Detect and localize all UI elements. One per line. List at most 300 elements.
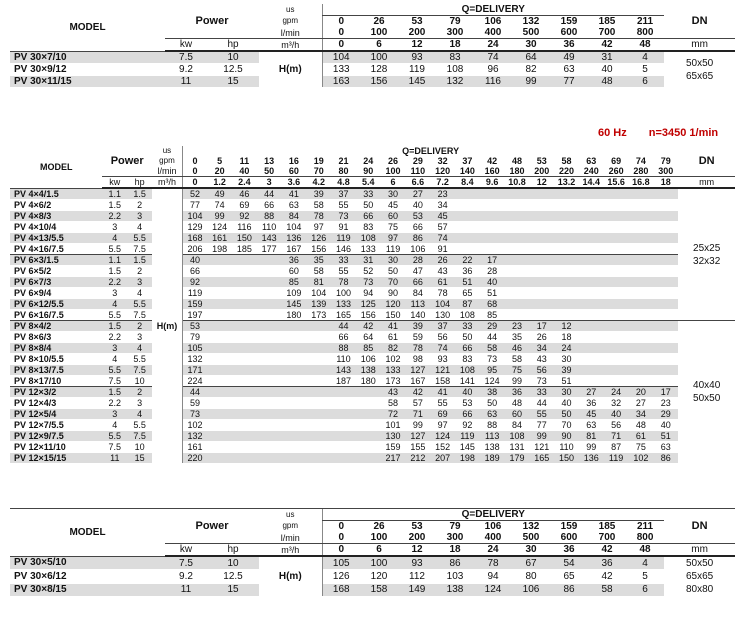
head-value: 26 <box>529 332 554 343</box>
head-value: 78 <box>430 288 455 299</box>
us-label: us <box>259 509 322 521</box>
head-value <box>455 233 480 244</box>
head-value <box>554 255 579 266</box>
dn-value: 40x40 <box>693 380 721 391</box>
gpm-value: 0 <box>322 521 360 533</box>
lmin-value: 260 <box>604 166 629 177</box>
m3h-value: 42 <box>588 544 626 557</box>
head-value: 6 <box>626 76 664 88</box>
head-value <box>505 310 530 321</box>
head-value: 26 <box>430 255 455 266</box>
gpm-value: 53 <box>536 156 547 166</box>
head-value: 87 <box>604 442 629 453</box>
head-value <box>306 453 331 464</box>
head-value <box>331 420 356 431</box>
mm-label: mm <box>664 39 735 52</box>
head-value <box>282 420 307 431</box>
kw-cell: 1.5 <box>102 321 127 332</box>
head-value: 47 <box>405 266 430 277</box>
head-value: 48 <box>588 76 626 88</box>
head-value: 198 <box>455 453 480 464</box>
head-value <box>579 233 604 244</box>
head-value <box>232 354 257 365</box>
head-value <box>257 354 282 365</box>
head-value <box>306 420 331 431</box>
head-value: 40 <box>588 64 626 76</box>
hp-cell: 4 <box>127 288 152 299</box>
head-value: 27 <box>579 387 604 398</box>
m3h-value: 6.6 <box>405 177 430 189</box>
head-value: 130 <box>430 310 455 321</box>
head-value: 108 <box>455 310 480 321</box>
head-value <box>554 310 579 321</box>
model-cell: PV 12×4/3 <box>10 398 102 409</box>
gpm-label: gpm <box>282 521 299 531</box>
hp-cell: 4 <box>127 343 152 354</box>
head-value: 39 <box>405 321 430 332</box>
hp-cell: 5.5 <box>127 420 152 431</box>
head-value: 40 <box>653 420 678 431</box>
head-value: 86 <box>550 583 588 596</box>
gpm-value: 53 <box>411 521 423 532</box>
head-value <box>604 299 629 310</box>
kw-cell: 1.1 <box>102 255 127 266</box>
model-cell: PV 4×13/5.5 <box>10 233 102 244</box>
head-value: 127 <box>405 365 430 376</box>
head-value: 31 <box>356 255 381 266</box>
m3h-value: 1.2 <box>207 177 232 189</box>
head-value: 171 <box>182 365 207 376</box>
head-value: 133 <box>356 244 381 255</box>
head-value <box>579 343 604 354</box>
head-value <box>628 277 653 288</box>
head-value: 149 <box>398 583 436 596</box>
head-value <box>604 354 629 365</box>
head-value: 128 <box>360 64 398 76</box>
model-cell: PV 8×17/10 <box>10 376 102 387</box>
model-header: MODEL <box>10 509 165 557</box>
head-value: 77 <box>529 420 554 431</box>
head-value <box>207 343 232 354</box>
head-value: 33 <box>331 255 356 266</box>
head-value: 110 <box>554 442 579 453</box>
head-value <box>306 321 331 332</box>
head-value: 125 <box>356 299 381 310</box>
head-value: 33 <box>356 188 381 200</box>
head-value: 105 <box>322 556 360 570</box>
head-value <box>356 453 381 464</box>
head-value: 44 <box>257 188 282 200</box>
head-value: 54 <box>550 556 588 570</box>
gpm-label: gpm <box>159 156 175 165</box>
head-value <box>207 387 232 398</box>
head-value: 177 <box>257 244 282 255</box>
head-value: 46 <box>232 188 257 200</box>
gpm-value: 16 <box>288 156 299 166</box>
kw-cell: 3 <box>102 288 127 299</box>
head-value <box>282 431 307 442</box>
head-value: 63 <box>653 442 678 453</box>
head-value: 152 <box>430 442 455 453</box>
head-value <box>628 244 653 255</box>
table-row <box>10 222 735 233</box>
head-value: 67 <box>512 556 550 570</box>
model-cell: PV 6×9/4 <box>10 288 102 299</box>
model-cell: PV 6×12/5.5 <box>10 299 102 310</box>
head-value: 30 <box>554 387 579 398</box>
head-value <box>628 321 653 332</box>
head-value: 116 <box>232 222 257 233</box>
table-body <box>10 556 735 596</box>
kw-cell: 1.5 <box>102 200 127 211</box>
head-value: 105 <box>182 343 207 354</box>
head-value: 50 <box>356 200 381 211</box>
hp-cell: 7.5 <box>127 365 152 376</box>
hp-cell: 10 <box>207 51 259 64</box>
hp-cell: 10 <box>127 376 152 387</box>
head-value: 119 <box>381 244 406 255</box>
head-value: 17 <box>653 387 678 398</box>
head-value <box>232 442 257 453</box>
head-value <box>628 211 653 222</box>
head-value: 44 <box>480 332 505 343</box>
head-label: H(m) <box>259 556 322 596</box>
head-value <box>356 420 381 431</box>
m3h-value: 0 <box>322 544 360 557</box>
lmin-value: 0 <box>322 532 360 544</box>
head-value: 5 <box>626 570 664 583</box>
head-value: 64 <box>356 332 381 343</box>
lmin-value: 140 <box>455 166 480 177</box>
head-value: 30 <box>381 188 406 200</box>
m3h-value: 10.8 <box>505 177 530 189</box>
gpm-value: 69 <box>611 156 622 166</box>
head-value: 53 <box>405 211 430 222</box>
head-value: 48 <box>628 420 653 431</box>
gpm-value: 79 <box>449 16 461 27</box>
head-value: 124 <box>430 431 455 442</box>
head-value <box>282 332 307 343</box>
table-row <box>10 332 735 343</box>
head-value <box>529 288 554 299</box>
head-value: 124 <box>207 222 232 233</box>
head-value: 74 <box>207 200 232 211</box>
head-value <box>257 420 282 431</box>
head-value <box>554 288 579 299</box>
head-value <box>207 299 232 310</box>
head-value <box>207 321 232 332</box>
head-value: 41 <box>282 188 307 200</box>
head-value: 33 <box>455 321 480 332</box>
kw-cell: 1.5 <box>102 387 127 398</box>
head-value: 120 <box>381 299 406 310</box>
head-value: 50 <box>381 266 406 277</box>
head-value: 119 <box>331 233 356 244</box>
head-value: 88 <box>331 343 356 354</box>
head-value <box>529 266 554 277</box>
head-value <box>529 244 554 255</box>
head-value: 38 <box>480 387 505 398</box>
head-value: 84 <box>505 420 530 431</box>
head-value: 104 <box>430 299 455 310</box>
head-value: 40 <box>455 387 480 398</box>
kw-cell: 4 <box>102 233 127 244</box>
head-value <box>653 376 678 387</box>
head-value <box>628 332 653 343</box>
m3h-value: 30 <box>512 39 550 52</box>
head-value <box>257 332 282 343</box>
kw-cell: 9.2 <box>165 64 207 76</box>
head-value: 102 <box>182 420 207 431</box>
head-value: 49 <box>207 188 232 200</box>
head-value <box>505 288 530 299</box>
head-value: 32 <box>604 398 629 409</box>
lmin-label: l/min <box>259 27 322 39</box>
m3h-value: 0 <box>182 177 207 189</box>
head-value: 58 <box>505 354 530 365</box>
m3h-value: 16.8 <box>628 177 653 189</box>
head-value: 99 <box>579 442 604 453</box>
head-value: 150 <box>232 233 257 244</box>
head-value <box>628 266 653 277</box>
head-value: 5 <box>626 64 664 76</box>
m3h-label: m³/h <box>259 544 322 557</box>
head-value: 104 <box>322 51 360 64</box>
table-row <box>10 343 735 354</box>
head-value <box>604 244 629 255</box>
head-value <box>604 266 629 277</box>
kw-cell: 4 <box>102 354 127 365</box>
hp-cell: 10 <box>127 442 152 453</box>
head-value: 59 <box>405 332 430 343</box>
head-value <box>232 420 257 431</box>
head-value <box>257 255 282 266</box>
head-value <box>579 321 604 332</box>
head-value: 85 <box>282 277 307 288</box>
head-value: 97 <box>381 233 406 244</box>
hp-label: hp <box>207 39 259 52</box>
head-value: 58 <box>306 266 331 277</box>
head-value <box>628 188 653 200</box>
head-value: 56 <box>529 365 554 376</box>
table-row <box>10 64 735 76</box>
head-value: 100 <box>331 288 356 299</box>
head-value: 42 <box>356 321 381 332</box>
head-value: 50 <box>480 398 505 409</box>
head-value: 83 <box>436 51 474 64</box>
m3h-value: 3.6 <box>282 177 307 189</box>
head-value: 51 <box>653 431 678 442</box>
head-value <box>480 200 505 211</box>
head-value <box>257 453 282 464</box>
head-value: 206 <box>182 244 207 255</box>
head-value: 36 <box>505 387 530 398</box>
head-value <box>232 365 257 376</box>
table-row <box>10 299 735 310</box>
head-value: 156 <box>356 310 381 321</box>
head-value: 55 <box>430 398 455 409</box>
head-value: 158 <box>430 376 455 387</box>
gpm-value: 37 <box>462 156 473 166</box>
head-value: 23 <box>430 188 455 200</box>
hp-cell: 3 <box>127 398 152 409</box>
mm-label: mm <box>664 544 735 557</box>
model-cell: PV 8×13/7.5 <box>10 365 102 376</box>
head-value <box>505 244 530 255</box>
head-value: 167 <box>282 244 307 255</box>
hp-cell: 2 <box>127 200 152 211</box>
table-row <box>10 376 735 387</box>
head-value <box>529 200 554 211</box>
model-cell: PV 12×9/7.5 <box>10 431 102 442</box>
table-body <box>10 51 735 87</box>
head-value <box>529 222 554 233</box>
head-value: 132 <box>436 76 474 88</box>
hp-cell: 2 <box>127 387 152 398</box>
head-value: 131 <box>505 442 530 453</box>
head-value <box>480 211 505 222</box>
gpm-value: 74 <box>635 156 646 166</box>
head-value <box>306 343 331 354</box>
head-value <box>282 453 307 464</box>
head-value <box>455 244 480 255</box>
lmin-value: 110 <box>405 166 430 177</box>
head-value: 83 <box>455 354 480 365</box>
head-value: 139 <box>306 299 331 310</box>
head-value: 140 <box>405 310 430 321</box>
gpm-value: 26 <box>373 521 385 532</box>
head-value: 55 <box>331 200 356 211</box>
head-value: 197 <box>182 310 207 321</box>
gpm-label: gpm <box>282 16 299 26</box>
head-value: 50 <box>554 409 579 420</box>
head-value: 17 <box>529 321 554 332</box>
head-value <box>282 376 307 387</box>
head-value: 35 <box>505 332 530 343</box>
head-value: 51 <box>480 288 505 299</box>
lmin-value: 180 <box>505 166 530 177</box>
head-value <box>232 332 257 343</box>
head-value: 146 <box>331 244 356 255</box>
head-value: 86 <box>653 453 678 464</box>
head-value: 167 <box>405 376 430 387</box>
head-value <box>306 354 331 365</box>
head-value: 40 <box>405 200 430 211</box>
head-value: 156 <box>306 244 331 255</box>
lmin-value: 800 <box>626 532 664 544</box>
model-cell: PV 30×6/12 <box>10 570 165 583</box>
m3h-value: 6 <box>360 544 398 557</box>
head-value: 217 <box>381 453 406 464</box>
head-value: 28 <box>480 266 505 277</box>
hp-cell: 15 <box>127 453 152 464</box>
kw-cell: 2.2 <box>102 398 127 409</box>
head-value <box>207 266 232 277</box>
head-value <box>356 431 381 442</box>
head-value <box>604 188 629 200</box>
lmin-value: 400 <box>474 27 512 39</box>
head-value <box>306 365 331 376</box>
model-cell: PV 12×15/15 <box>10 453 102 464</box>
head-value: 168 <box>322 583 360 596</box>
head-value: 155 <box>405 442 430 453</box>
head-value <box>207 332 232 343</box>
head-value: 85 <box>356 343 381 354</box>
head-value: 119 <box>455 431 480 442</box>
kw-cell: 5.5 <box>102 310 127 321</box>
head-value <box>505 299 530 310</box>
head-value: 34 <box>628 409 653 420</box>
gpm-value: 5 <box>217 156 223 166</box>
lmin-value: 500 <box>512 27 550 39</box>
head-value: 136 <box>579 453 604 464</box>
head-value: 93 <box>398 556 436 570</box>
head-value <box>257 409 282 420</box>
dn-value: 25x25 <box>693 242 721 254</box>
kw-cell: 11 <box>165 583 207 596</box>
lmin-value: 70 <box>306 166 331 177</box>
head-value <box>554 211 579 222</box>
head-value <box>455 222 480 233</box>
head-value: 133 <box>322 64 360 76</box>
gpm-value: 26 <box>388 156 399 166</box>
head-value <box>579 255 604 266</box>
m3h-row <box>10 177 735 189</box>
head-value: 12 <box>554 321 579 332</box>
head-value: 73 <box>331 211 356 222</box>
head-value: 180 <box>282 310 307 321</box>
head-value: 158 <box>360 583 398 596</box>
m3h-label: m³/h <box>152 177 182 189</box>
head-value <box>232 277 257 288</box>
head-value: 121 <box>529 442 554 453</box>
head-value <box>207 453 232 464</box>
head-value <box>653 321 678 332</box>
head-value <box>579 310 604 321</box>
dn-value: 50x50 <box>685 558 714 569</box>
head-value: 48 <box>505 398 530 409</box>
head-value <box>653 188 678 200</box>
hp-cell: 7.5 <box>127 431 152 442</box>
table-row <box>10 76 735 88</box>
head-value: 27 <box>405 188 430 200</box>
hp-cell: 12.5 <box>207 64 259 76</box>
head-value: 78 <box>331 277 356 288</box>
head-value <box>282 442 307 453</box>
head-value <box>257 343 282 354</box>
dn-value: 65x65 <box>685 571 714 582</box>
head-value <box>257 266 282 277</box>
head-value: 150 <box>381 310 406 321</box>
gpm-value: 19 <box>313 156 324 166</box>
head-value: 44 <box>182 387 207 398</box>
head-value: 45 <box>579 409 604 420</box>
m3h-value: 12 <box>529 177 554 189</box>
gpm-value: 0 <box>322 16 360 28</box>
head-value: 56 <box>604 420 629 431</box>
head-value: 113 <box>405 299 430 310</box>
lmin-value: 600 <box>550 532 588 544</box>
head-value: 132 <box>182 354 207 365</box>
table-row <box>10 277 735 288</box>
head-value <box>604 200 629 211</box>
head-value: 106 <box>512 583 550 596</box>
head-value <box>207 420 232 431</box>
head-value: 179 <box>505 453 530 464</box>
kw-label: kw <box>165 544 207 557</box>
head-value: 70 <box>554 420 579 431</box>
head-value: 94 <box>474 570 512 583</box>
